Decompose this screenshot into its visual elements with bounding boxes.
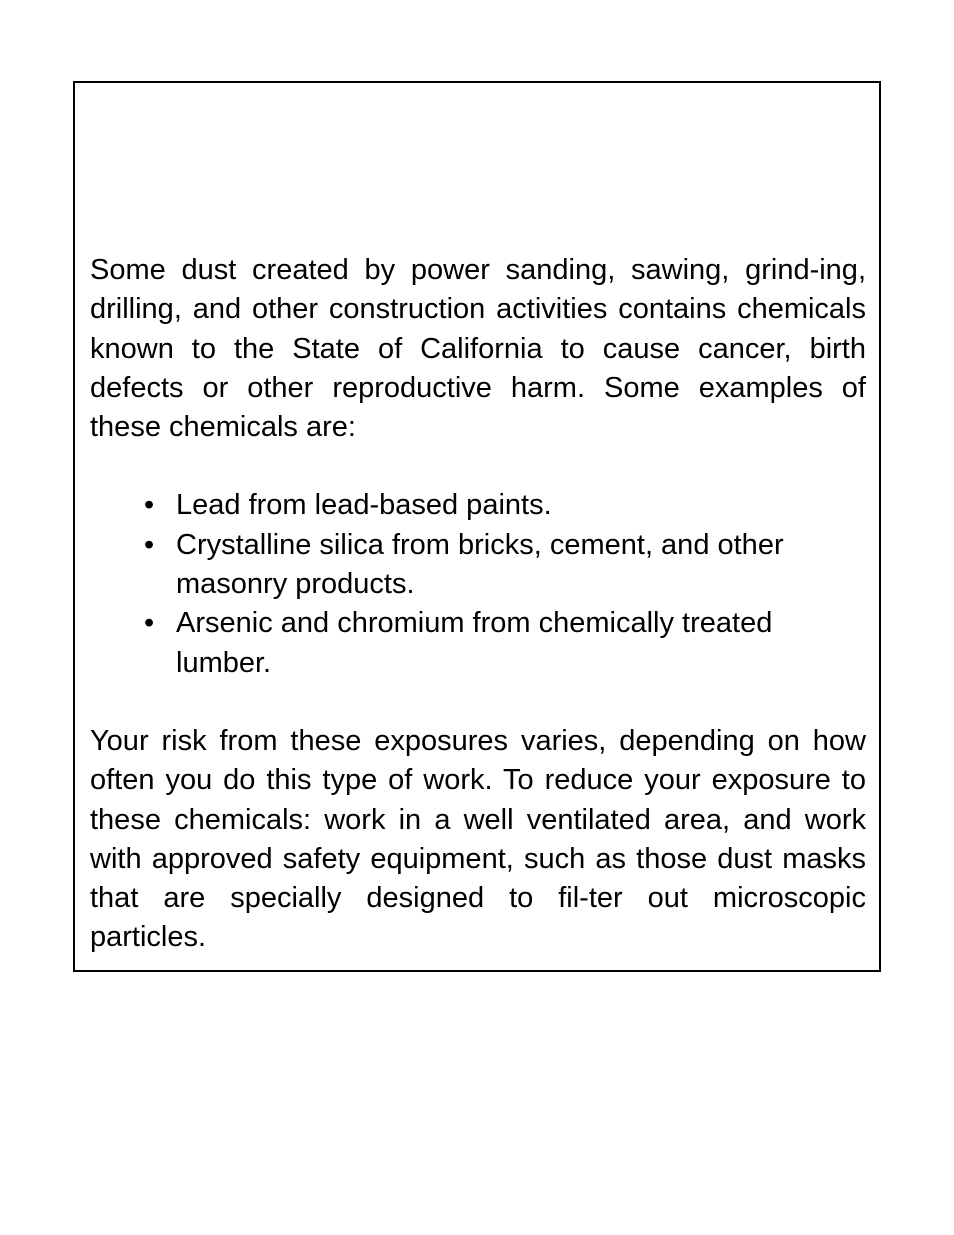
bullet-icon: • xyxy=(144,607,155,640)
list-item xyxy=(144,486,866,525)
list-item-text: Arsenic and chromium from chemically treated lumber. xyxy=(176,607,773,679)
list-item-text: Crystalline silica from bricks, cement, and other masonry products. xyxy=(176,528,784,601)
prop65-warning-box xyxy=(73,81,881,972)
list-item-text: Lead from lead-based paints. xyxy=(176,489,552,522)
list-item xyxy=(144,526,866,605)
bullet-icon: • xyxy=(144,528,155,561)
list-item xyxy=(144,604,866,683)
chemical-examples-list xyxy=(90,486,866,682)
warning-closing-paragraph: Your risk from these exposures varies, depending on how often you do this type of work. To reduce your exposure to these chemicals: work in a well ventilated area, and work with approved safety equipment, such as those dust masks that are specially designed to fil-ter out microscopic particles. xyxy=(90,724,866,954)
warning-content xyxy=(90,251,866,958)
warning-intro-paragraph: Some dust created by power sanding, sawing, grind-ing, drilling, and other construction activities contains chemicals known to the State of California to cause cancer, birth defects or other reproductive harm. Some examples of these chemicals are: xyxy=(90,254,866,444)
bullet-icon: • xyxy=(144,489,155,522)
